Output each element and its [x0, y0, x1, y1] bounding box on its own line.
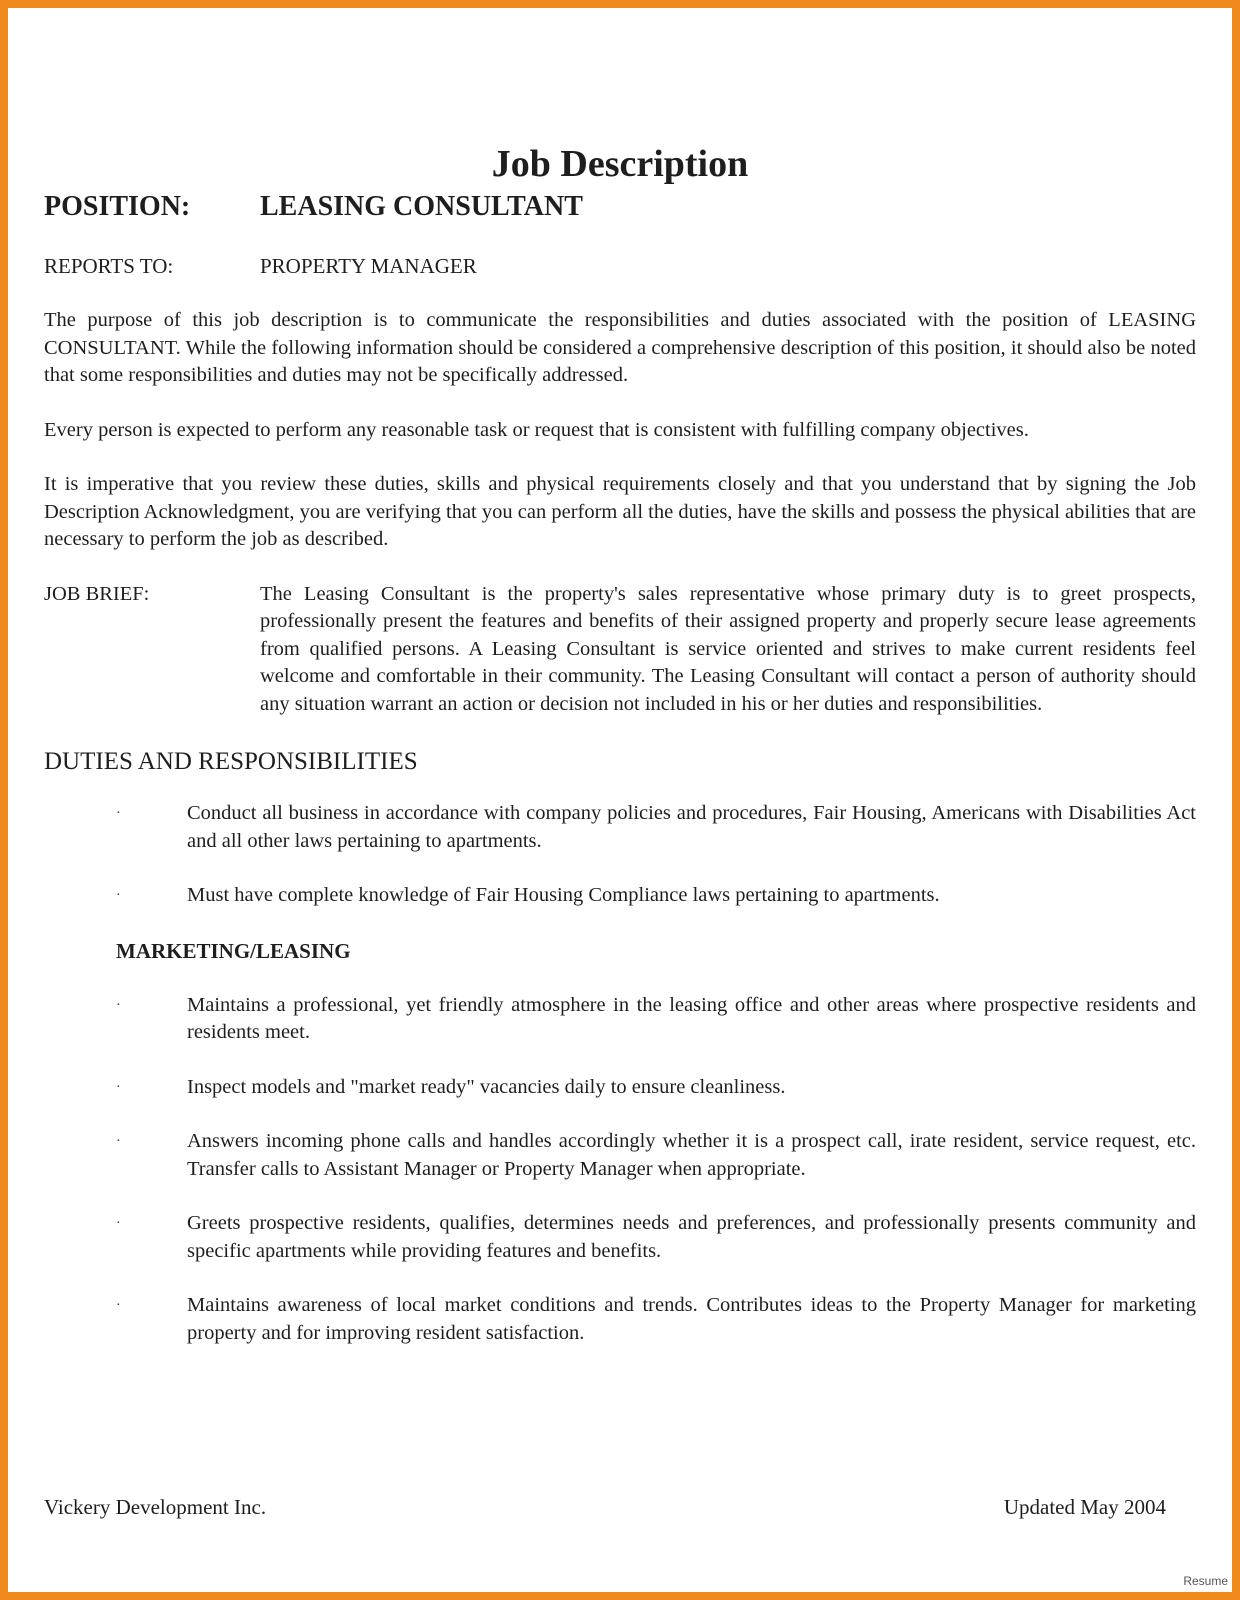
bullet-dot: ·	[116, 806, 121, 821]
list-item	[44, 1292, 1196, 1347]
bullet-dot: ·	[116, 1134, 121, 1149]
reports-to-value: PROPERTY MANAGER	[260, 254, 477, 278]
job-brief-label: JOB BRIEF:	[44, 582, 150, 605]
list-item-text: Must have complete knowledge of Fair Housing Compliance laws pertaining to apartments.	[187, 884, 940, 906]
list-item	[44, 1074, 1196, 1102]
expectation-paragraph: Every person is expected to perform any reasonable task or request that is consistent with fulfilling company objectives.	[44, 418, 1029, 441]
position-row	[44, 190, 1196, 224]
list-item	[44, 882, 1196, 910]
position-value: LEASING CONSULTANT	[260, 191, 583, 222]
list-item	[44, 992, 1196, 1047]
job-brief	[44, 581, 1196, 719]
job-brief-text: The Leasing Consultant is the property's sales representative whose primary duty is to greet prospects, professionally present the features and benefits of their assigned property and properly secure lease agreements from qualified persons. A Leasing Consultant is service oriented and strives to make current residents feel welcome and comfortable in their community. The Leasing Consultant will contact a person of authority should any situation warrant an action or decision not included in his or her duties and responsibilities.	[260, 582, 1196, 715]
bullet-dot: ·	[116, 1079, 121, 1095]
reports-to-row	[44, 252, 1196, 280]
duties-list	[44, 800, 1196, 910]
list-item-text: Conduct all business in accordance with company policies and procedures, Fair Housing, Americans with Disabilities Act and all other laws pertaining to apartments.	[187, 802, 1196, 852]
marketing-heading: MARKETING/LEASING	[116, 938, 351, 963]
bullet-dot: ·	[116, 997, 121, 1013]
company-name: Vickery Development Inc.	[44, 1495, 267, 1519]
list-item	[44, 1128, 1196, 1183]
bullet-dot: ·	[116, 888, 121, 903]
list-item-text: Maintains awareness of local market conditions and trends. Contributes ideas to the Property Manager for marketing property and for improving resident satisfaction.	[187, 1294, 1196, 1344]
acknowledgment-paragraph: It is imperative that you review these duties, skills and physical requirements closely and that you understand that by signing the Job Description Acknowledgment, you are verifying that you can perform all the duties, have the skills and possess the physical abilities that are necessary to perform the job as described.	[44, 473, 1196, 550]
bullet-dot: ·	[116, 1216, 121, 1231]
document-footer	[44, 1493, 1166, 1521]
list-item-text: Greets prospective residents, qualifies, determines needs and preferences, and professionally presents community and specific apartments while providing features and benefits.	[187, 1212, 1196, 1262]
reports-to-label: REPORTS TO:	[44, 254, 174, 278]
updated-date: Updated May 2004	[1003, 1495, 1166, 1519]
list-item-text: Maintains a professional, yet friendly atmosphere in the leasing office and other areas where prospective residents and residents meet.	[187, 993, 1196, 1043]
marketing-list	[44, 992, 1196, 1348]
list-item	[44, 1210, 1196, 1265]
list-item-text: Inspect models and "market ready" vacancies daily to ensure cleanliness.	[187, 1075, 786, 1098]
duties-heading: DUTIES AND RESPONSIBILITIES	[44, 748, 418, 775]
bullet-dot: ·	[116, 1298, 121, 1313]
purpose-paragraph: The purpose of this job description is to communicate the responsibilities and duties associated with the position of LEASING CONSULTANT. While the following information should be considered a comprehensive description of this position, it should also be noted that some responsibilities and duties may not be specifically addressed.	[44, 309, 1196, 386]
document-page	[44, 140, 1196, 1347]
position-label: POSITION:	[44, 191, 191, 222]
list-item-text: Answers incoming phone calls and handles accordingly whether it is a prospect call, irate resident, service request, etc. Transfer calls to Assistant Manager or Property Manager when appropriate.	[187, 1130, 1196, 1180]
watermark: Resume	[1183, 1574, 1228, 1588]
list-item	[44, 800, 1196, 855]
document-title: Job Description	[491, 143, 749, 185]
